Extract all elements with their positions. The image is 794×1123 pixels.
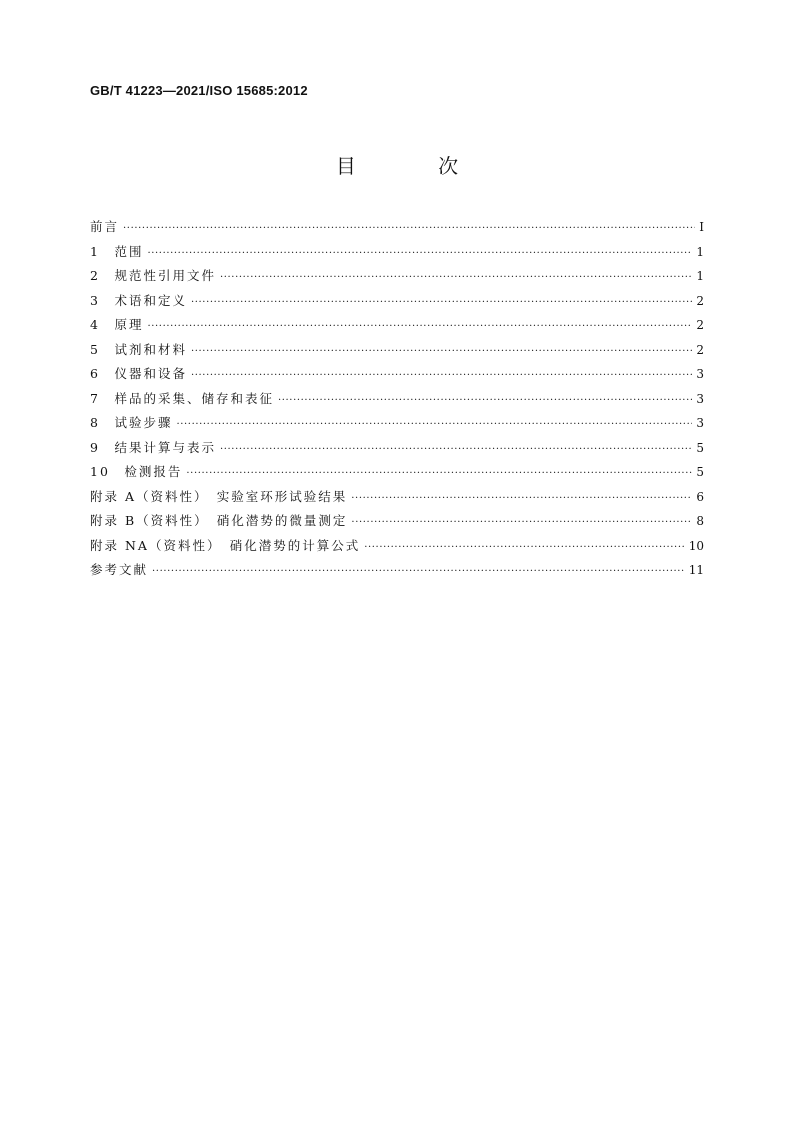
toc-entry-procedure[interactable] <box>90 411 704 436</box>
toc-entry-page: 3 <box>696 391 704 406</box>
toc-entry-test-report[interactable] <box>90 460 704 485</box>
toc-entry-apparatus[interactable] <box>90 362 704 387</box>
toc-entry-label: 10 检测报告 <box>90 464 183 479</box>
dot-leader <box>278 387 692 412</box>
toc-entry-page: 11 <box>688 563 704 577</box>
toc-entry-principle[interactable] <box>90 313 704 338</box>
toc-entry-label: 前言 <box>90 219 120 234</box>
toc-entry-label: 6 仪器和设备 <box>90 366 187 381</box>
toc-entry-label: 参考文献 <box>90 562 149 577</box>
toc-entry-page: 2 <box>696 318 704 332</box>
toc-entry-scope[interactable] <box>90 240 704 265</box>
toc-entry-page: 2 <box>696 342 704 357</box>
toc-entry-label: 附录 B（资料性） 硝化潜势的微量测定 <box>90 513 348 528</box>
toc-entry-annex-na[interactable] <box>90 534 704 559</box>
toc-entry-reagents-materials[interactable] <box>90 338 704 363</box>
dot-leader <box>176 411 692 436</box>
toc-title: 目 次 <box>335 154 497 178</box>
dot-leader <box>147 313 692 338</box>
toc-entry-label: 3 术语和定义 <box>90 292 187 308</box>
dot-leader <box>152 558 685 583</box>
dot-leader <box>220 264 692 289</box>
dot-leader <box>351 485 692 510</box>
toc-entry-page: 5 <box>696 465 704 479</box>
toc-entry-page: Ⅰ <box>699 220 704 234</box>
dot-leader <box>351 509 692 534</box>
toc-entry-page: 3 <box>696 367 704 381</box>
toc-entry-page: 1 <box>696 269 704 283</box>
dot-leader <box>191 289 692 314</box>
toc-entry-label: 附录 A（资料性） 实验室环形试验结果 <box>90 488 348 504</box>
toc-entry-page: 1 <box>696 244 704 259</box>
dot-leader <box>191 338 692 363</box>
dot-leader <box>186 460 692 485</box>
toc-entry-label: 7 样品的采集、储存和表征 <box>90 390 274 406</box>
dot-leader <box>191 362 692 387</box>
toc-entry-annex-a[interactable] <box>90 485 704 510</box>
toc-entry-page: 10 <box>688 538 704 553</box>
toc-entry-page: 2 <box>696 293 704 308</box>
toc-entry-label: 1 范围 <box>90 243 144 259</box>
dot-leader <box>364 534 685 559</box>
toc-entry-bibliography[interactable] <box>90 558 704 583</box>
dot-leader <box>147 240 692 265</box>
toc-entry-normative-references[interactable] <box>90 264 704 289</box>
toc-entry-label: 附录 NA（资料性） 硝化潜势的计算公式 <box>90 537 361 553</box>
toc-entry-label: 2 规范性引用文件 <box>90 268 216 283</box>
toc-entry-label: 5 试剂和材料 <box>90 341 187 357</box>
toc-entry-page: 5 <box>696 440 704 455</box>
toc-entry-page: 8 <box>696 514 704 528</box>
standard-code: GB/T 41223—2021/ISO 15685:2012 <box>90 83 308 98</box>
toc-entry-page: 3 <box>696 416 704 430</box>
toc-entry-terms-definitions[interactable] <box>90 289 704 314</box>
toc-entry-label: 4 原理 <box>90 317 144 332</box>
toc-entry-calculation[interactable] <box>90 436 704 461</box>
table-of-contents <box>90 215 704 583</box>
dot-leader <box>123 215 695 240</box>
toc-entry-label: 9 结果计算与表示 <box>90 439 216 455</box>
toc-entry-sampling[interactable] <box>90 387 704 412</box>
toc-entry-foreword[interactable] <box>90 215 704 240</box>
toc-entry-label: 8 试验步骤 <box>90 415 173 430</box>
dot-leader <box>220 436 692 461</box>
toc-entry-annex-b[interactable] <box>90 509 704 534</box>
toc-entry-page: 6 <box>696 489 704 504</box>
